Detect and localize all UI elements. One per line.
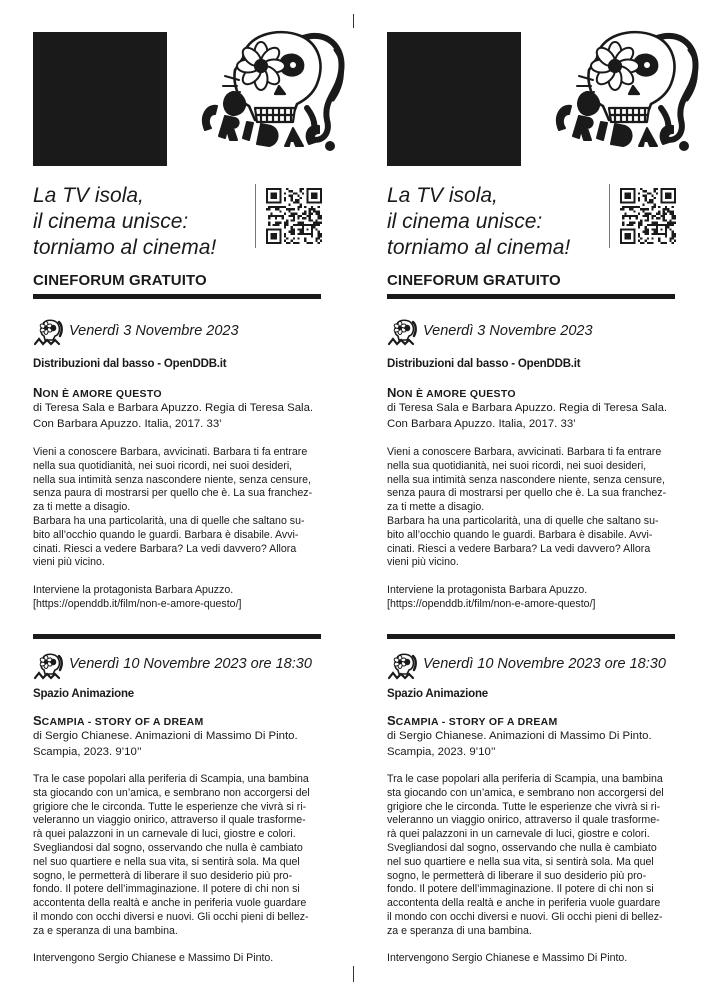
headline-line: il cinema unisce:: [387, 210, 543, 233]
description-line: nella sua intimità senza nascondere niente, senza censure,: [387, 473, 665, 486]
description-line: rà quei palazzoni in un carnevale di luci, giostre e colori.: [33, 828, 296, 841]
qr-code-icon: [620, 188, 676, 244]
film-title-rest: CAMPIA - STORY OF A DREAM: [41, 716, 204, 728]
skull-flower-logo-icon: [185, 20, 353, 168]
skull-flower-logo-icon: [539, 20, 707, 168]
description-line: veleranno un viaggio onirico, attraverso il quale trasforme-: [33, 814, 306, 827]
credits-line: di Teresa Sala e Barbara Apuzzo. Regia di Teresa Sala.: [33, 402, 314, 414]
guests-line: Intervengono Sergio Chianese e Massimo Di Pinto.: [387, 952, 628, 964]
description-line: veleranno un viaggio onirico, attraverso il quale trasforme-: [387, 814, 660, 827]
description-line: vieni più vicino.: [33, 556, 105, 569]
film-credits: [387, 729, 687, 760]
description-line: za ti mette a disagio.: [387, 501, 485, 514]
description-line: Svegliandosi dal sogno, osservando che nulla è cambiato: [387, 841, 657, 854]
description-line: za e speranza di una bambina.: [387, 924, 532, 937]
description-line: il mondo con occhi diversi e nuovi. Gli occhi pieni di bellez-: [33, 910, 309, 923]
credits-line: Scampia, 2023. 9’10’’: [387, 745, 496, 758]
description-line: Tra le case popolari alla periferia di Scampia, una bambina: [33, 773, 309, 785]
description-line: Svegliandosi dal sogno, osservando che nulla è cambiato: [33, 841, 303, 854]
divider-rule: [33, 634, 321, 639]
film-title-initial: S: [387, 713, 396, 728]
credits-line: Scampia, 2023. 9’10’’: [33, 745, 142, 758]
guests-line: Interviene la protagonista Barbara Apuzzo.: [387, 584, 588, 596]
description-line: Vieni a conoscere Barbara, avvicinati. Barbara ti fa entrare: [387, 446, 662, 458]
film-credits: [33, 729, 333, 760]
film-description: [387, 446, 687, 570]
description-line: fondo. Il potere dell’immaginazione. Il potere di chi non si: [387, 883, 654, 896]
guests-note: [33, 952, 333, 966]
credits-line: di Sergio Chianese. Animazioni di Massimo Di Pinto.: [387, 730, 652, 742]
event-date: Venerdì 10 Novembre 2023 ore 18:30: [69, 656, 312, 672]
film-title: [33, 713, 204, 728]
mini-skull-logo-icon: [387, 652, 417, 680]
description-line: grigiore che le circonda. Tutte le esperienze che vivrà si ri-: [387, 800, 661, 813]
credits-line: Con Barbara Apuzzo. Italia, 2017. 33’: [387, 417, 576, 430]
description-line: cinati. Riesci a vedere Barbara? La vedi davvero? Allora: [33, 542, 297, 555]
mini-skull-logo-icon: [387, 318, 417, 346]
film-credits: [387, 401, 687, 432]
guests-note: [387, 584, 687, 612]
credits-line: Con Barbara Apuzzo. Italia, 2017. 33’: [33, 417, 222, 430]
mini-skull-logo-icon: [33, 652, 63, 680]
film-title: [387, 385, 516, 400]
description-line: sogno, le permetterà di liberare il suo desiderio più pro-: [33, 869, 293, 882]
description-line: senza paura di mostrarsi per quello che è. La sua franchez-: [387, 487, 667, 500]
description-line: accontenta della realtà e anche in periferia vuole guardare: [33, 897, 307, 910]
qr-code-icon: [266, 188, 322, 244]
credits-line: di Sergio Chianese. Animazioni di Massimo Di Pinto.: [33, 730, 298, 742]
qr-code-frame: [255, 184, 340, 248]
description-line: bito all’occhio quando le guardi. Barbara è disabile. Avvi-: [387, 528, 653, 541]
flyer-left: [33, 0, 353, 1000]
headline-line: La TV isola,: [387, 184, 498, 207]
description-line: za e speranza di una bambina.: [33, 924, 178, 937]
credits-line: di Teresa Sala e Barbara Apuzzo. Regia di Teresa Sala.: [387, 402, 668, 414]
description-line: Barbara ha una particolarità, una di quelle che saltano su-: [387, 514, 659, 527]
description-line: nella sua intimità senza nascondere niente, senza censure,: [33, 473, 311, 486]
description-line: vieni più vicino.: [387, 556, 459, 569]
event-organizer: Distribuzioni dal basso - OpenDDB.it: [387, 358, 581, 370]
guests-line: Interviene la protagonista Barbara Apuzzo.: [33, 584, 234, 596]
film-title-rest: CAMPIA - STORY OF A DREAM: [395, 716, 558, 728]
cut-mark-bottom: [353, 966, 354, 982]
description-line: grigiore che le circonda. Tutte le esperienze che vivrà si ri-: [33, 800, 307, 813]
description-line: nel suo quartiere e nella sua vita, si sentirà sola. Ma quel: [33, 855, 300, 868]
film-link[interactable]: [https://openddb.it/film/non-e-amore-questo/]: [387, 597, 596, 610]
event-date: Venerdì 3 Novembre 2023: [423, 323, 593, 339]
headline-line: il cinema unisce:: [33, 210, 189, 233]
description-line: cinati. Riesci a vedere Barbara? La vedi davvero? Allora: [387, 542, 651, 555]
guests-note: [33, 584, 333, 612]
event-date: Venerdì 10 Novembre 2023 ore 18:30: [423, 656, 666, 672]
headline: [387, 183, 605, 261]
event-date: Venerdì 3 Novembre 2023: [69, 323, 239, 339]
description-line: il mondo con occhi diversi e nuovi. Gli occhi pieni di bellez-: [387, 910, 663, 923]
guests-line: Intervengono Sergio Chianese e Massimo Di Pinto.: [33, 952, 274, 964]
film-title: [33, 385, 162, 400]
film-title-rest: ON È AMORE QUESTO: [42, 388, 162, 400]
description-line: sogno, le permetterà di liberare il suo desiderio più pro-: [387, 869, 647, 882]
film-credits: [33, 401, 333, 432]
qr-code-frame: [609, 184, 694, 248]
headline-line: torniamo al cinema!: [387, 236, 571, 259]
divider-rule: [387, 294, 675, 299]
film-title-initial: N: [387, 385, 397, 400]
headline: [33, 183, 251, 261]
mini-skull-logo-icon: [33, 318, 63, 346]
event-organizer: Spazio Animazione: [387, 688, 488, 700]
description-line: za ti mette a disagio.: [33, 501, 131, 514]
description-line: Vieni a conoscere Barbara, avvicinati. Barbara ti fa entrare: [33, 446, 308, 458]
section-title: CINEFORUM GRATUITO: [33, 272, 207, 289]
film-description: [387, 773, 687, 939]
guests-note: [387, 952, 687, 966]
description-line: accontenta della realtà e anche in periferia vuole guardare: [387, 897, 661, 910]
cut-mark-top: [353, 14, 354, 28]
divider-rule: [387, 634, 675, 639]
film-title-rest: ON È AMORE QUESTO: [396, 388, 516, 400]
event-organizer: Spazio Animazione: [33, 688, 134, 700]
description-line: sta giocando con un’amica, e sembrano non accorgersi del: [387, 786, 664, 799]
description-line: senza paura di mostrarsi per quello che è. La sua franchez-: [33, 487, 313, 500]
film-description: [33, 446, 333, 570]
description-line: nella sua quotidianità, nei suoi ricordi, nei suoi desideri,: [33, 459, 293, 472]
section-title: CINEFORUM GRATUITO: [387, 272, 561, 289]
flyer-right: [387, 0, 707, 1000]
film-title-initial: S: [33, 713, 42, 728]
headline-line: torniamo al cinema!: [33, 236, 217, 259]
description-line: sta giocando con un’amica, e sembrano non accorgersi del: [33, 786, 310, 799]
film-title: [387, 713, 558, 728]
description-line: nella sua quotidianità, nei suoi ricordi, nei suoi desideri,: [387, 459, 647, 472]
description-line: Tra le case popolari alla periferia di Scampia, una bambina: [387, 773, 663, 785]
divider-rule: [33, 294, 321, 299]
black-image-placeholder: [33, 32, 167, 166]
film-description: [33, 773, 333, 939]
description-line: bito all’occhio quando le guardi. Barbara è disabile. Avvi-: [33, 528, 299, 541]
description-line: nel suo quartiere e nella sua vita, si sentirà sola. Ma quel: [387, 855, 654, 868]
description-line: fondo. Il potere dell’immaginazione. Il potere di chi non si: [33, 883, 300, 896]
film-link[interactable]: [https://openddb.it/film/non-e-amore-questo/]: [33, 597, 242, 610]
black-image-placeholder: [387, 32, 521, 166]
film-title-initial: N: [33, 385, 43, 400]
headline-line: La TV isola,: [33, 184, 144, 207]
event-organizer: Distribuzioni dal basso - OpenDDB.it: [33, 358, 227, 370]
description-line: Barbara ha una particolarità, una di quelle che saltano su-: [33, 514, 305, 527]
description-line: rà quei palazzoni in un carnevale di luci, giostre e colori.: [387, 828, 650, 841]
